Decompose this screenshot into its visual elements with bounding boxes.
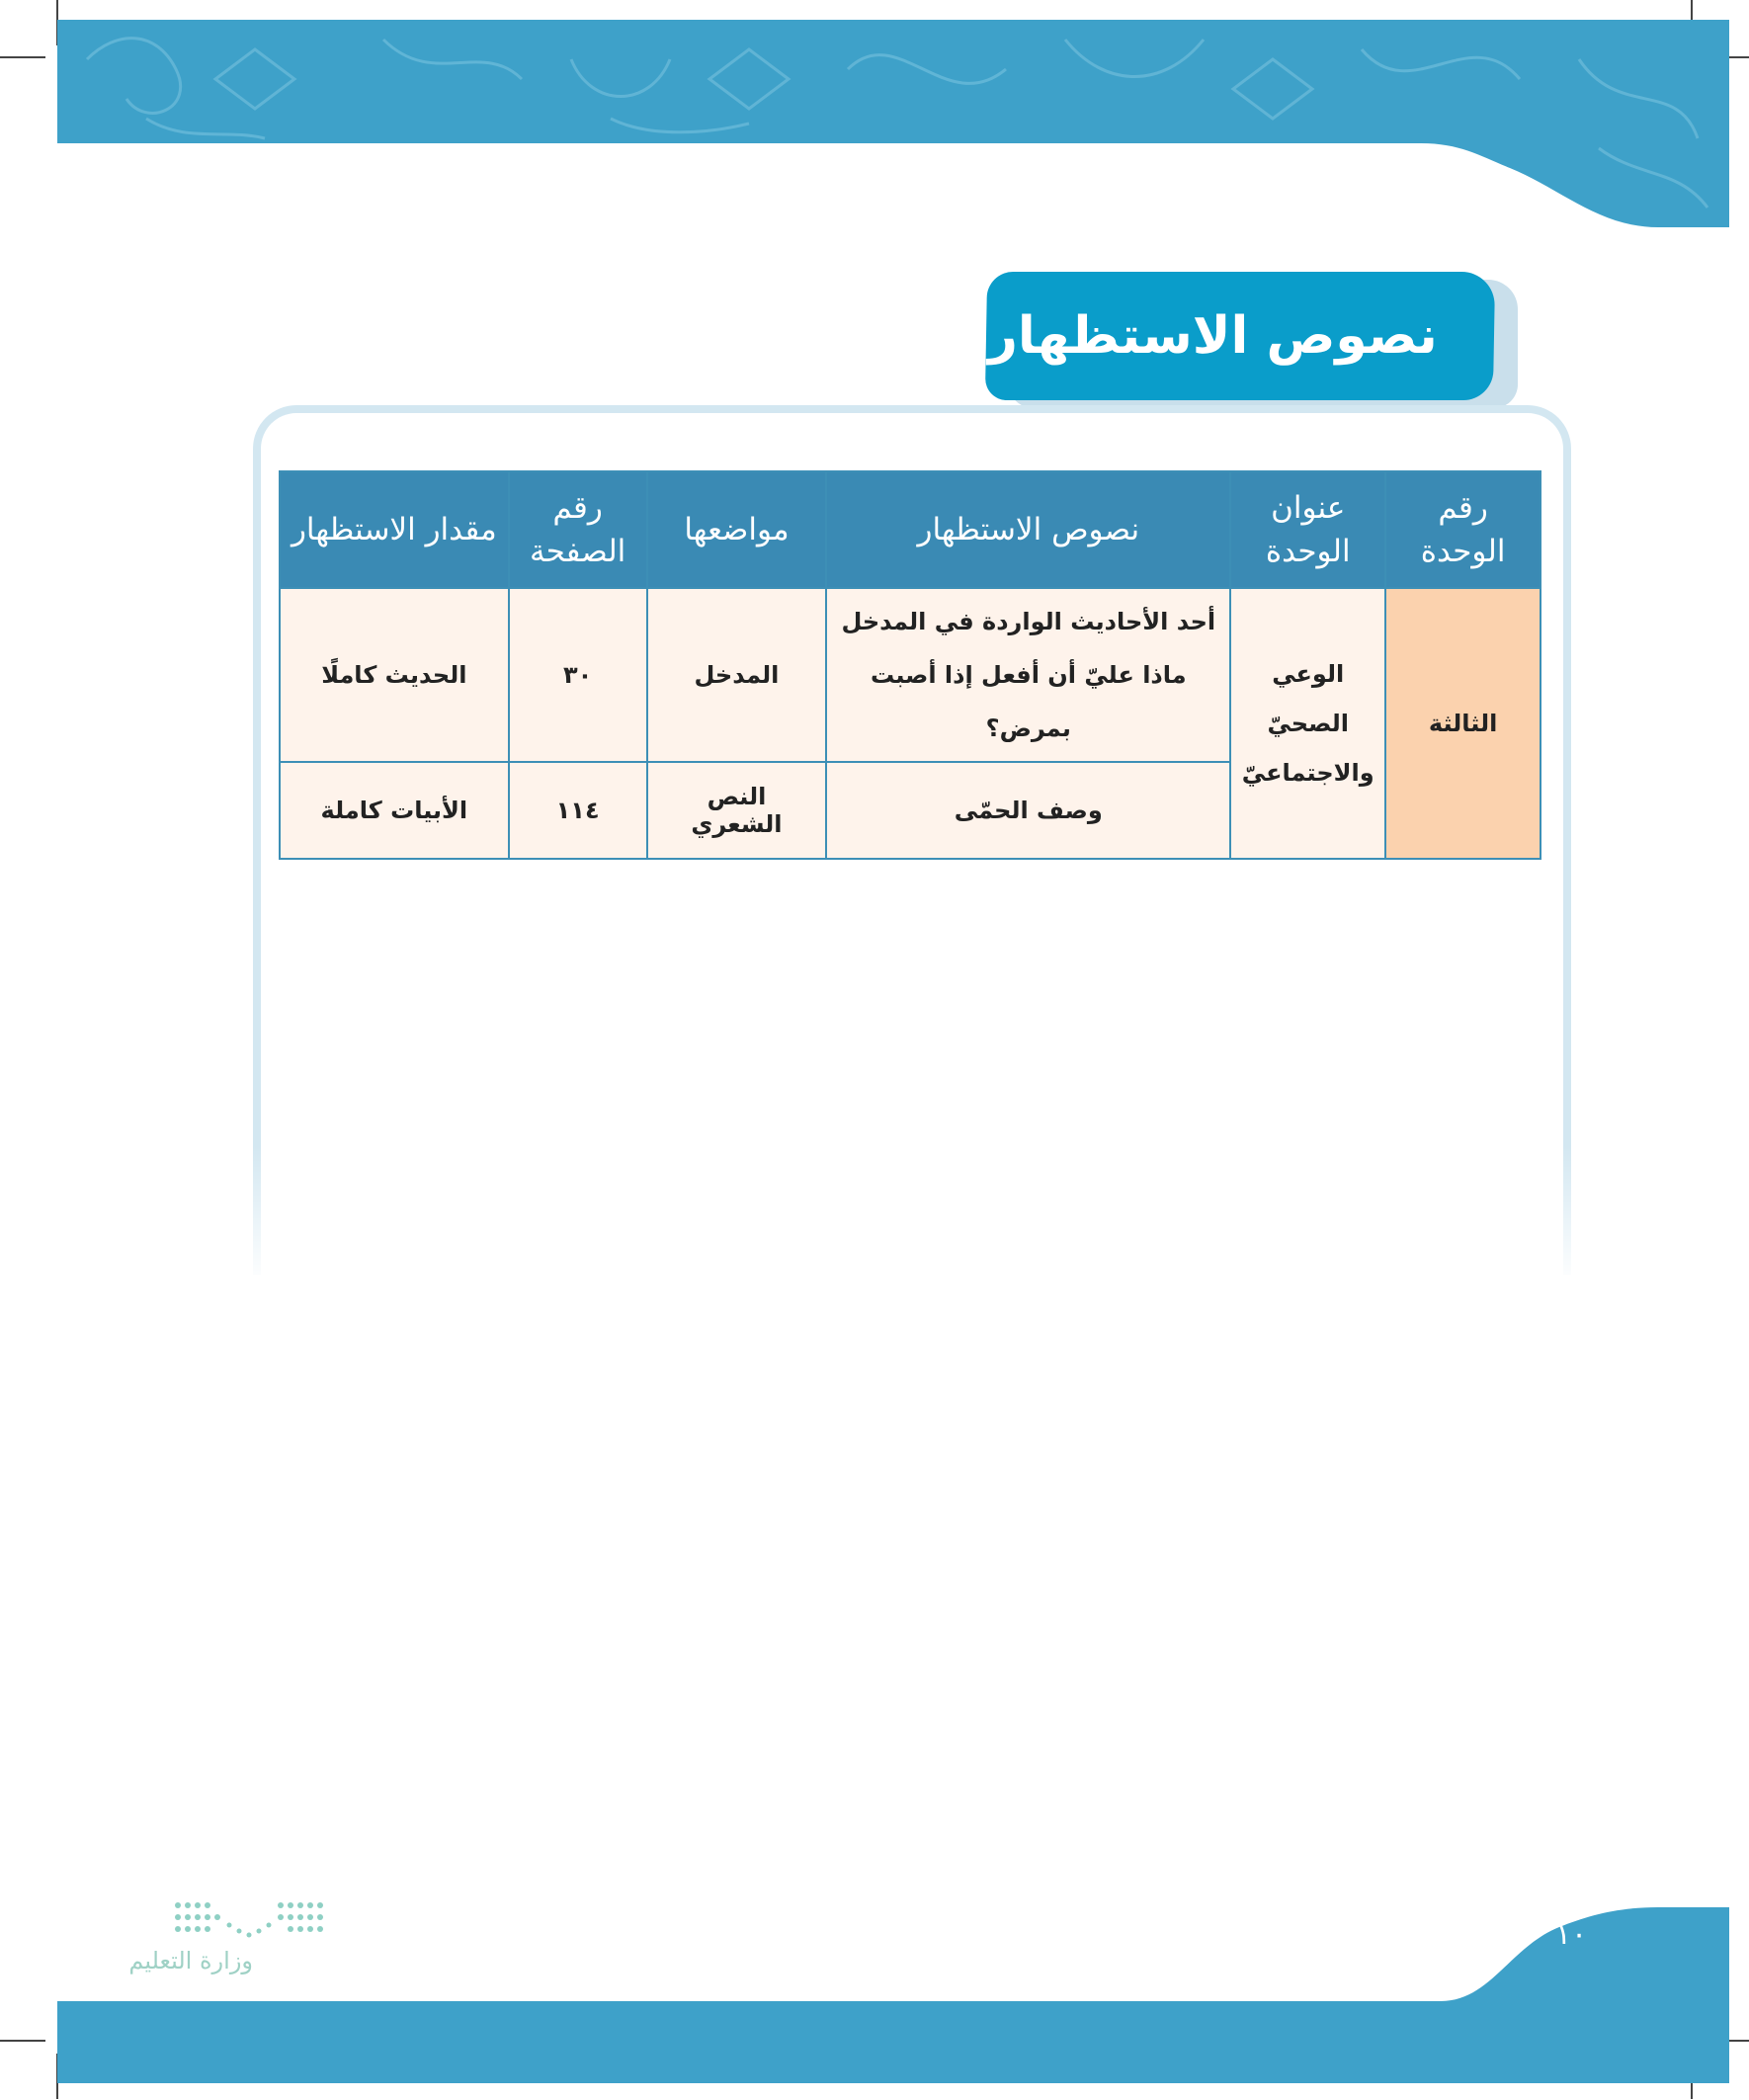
text-line: ماذا عليّ أن أفعل إذا أصبت بمرض؟ [870, 661, 1187, 742]
table-row [280, 588, 1541, 762]
unit-title-line: والاجتماعيّ [1241, 759, 1374, 787]
unit-title-line: الوعي [1272, 660, 1345, 688]
cell-text [826, 588, 1230, 762]
text-line: أحد الأحاديث الواردة في المدخل [841, 608, 1216, 635]
table-header-row [280, 471, 1541, 588]
cell-page: ٣٠ [509, 588, 647, 762]
recitation-table [279, 470, 1541, 860]
header-locations: مواضعها [647, 471, 827, 588]
cell-page: ١١٤ [509, 762, 647, 859]
header-unit-title: عنوان الوحدة [1230, 471, 1385, 588]
cell-location: المدخل [647, 588, 827, 762]
content-frame-fade [247, 1146, 1581, 1285]
ministry-logo-text: وزارة التعليم [128, 1947, 253, 1974]
header-unit-number: رقم الوحدة [1385, 471, 1541, 588]
header-page-number: رقم الصفحة [509, 471, 647, 588]
header-band [57, 20, 1729, 227]
crop-mark [0, 56, 45, 58]
unit-title-line: الصحيّ [1267, 710, 1349, 737]
cell-location: النص الشعري [647, 762, 827, 859]
cell-amount: الحديث كاملًا [280, 588, 509, 762]
page-number: ١٠ [1554, 1917, 1588, 1952]
page-title: نصوص الاستظهار [988, 306, 1438, 366]
cell-text [826, 762, 1230, 859]
text-line: وصف الحمّى [954, 797, 1103, 824]
crop-mark [0, 2040, 45, 2042]
cell-amount: الأبيات كاملة [280, 762, 509, 859]
ministry-logo-icon [170, 1895, 328, 1949]
cell-unit-number: الثالثة [1385, 588, 1541, 859]
header-amount: مقدار الاستظهار [280, 471, 509, 588]
header-texts: نصوص الاستظهار [826, 471, 1230, 588]
cell-unit-title [1230, 588, 1385, 859]
